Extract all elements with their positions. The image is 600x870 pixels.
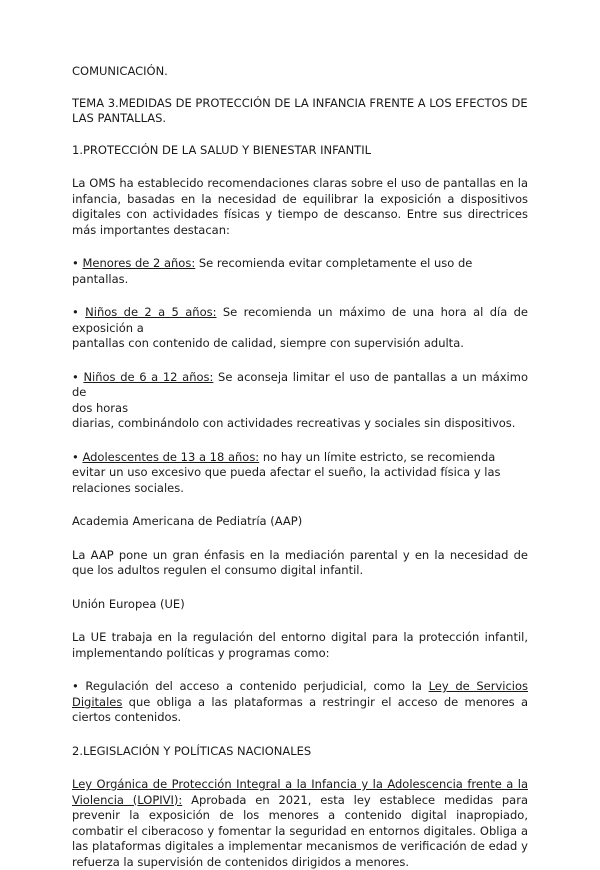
bullet-prefix: • <box>72 449 83 464</box>
ue-heading: Unión Europea (UE) <box>72 596 185 611</box>
ue-bullet-suffix: que obliga a las plataformas a restringir el acceso de menores a ciertos contenidos. <box>72 694 528 724</box>
bullet-term: Adolescentes de 13 a 18 años: <box>82 449 260 464</box>
section1-heading: 1.PROTECCIÓN DE LA SALUD Y BIENESTAR INFANTIL <box>72 142 371 157</box>
bullet-13-to-18 <box>72 450 528 497</box>
bullet-6-to-12 <box>72 370 528 432</box>
bullet-2-to-5 <box>72 305 528 352</box>
bullet-text: Se recomienda evitar completamente el uso de pantallas. <box>72 256 473 286</box>
bullet-term: Menores de 2 años: <box>82 256 196 270</box>
bullet-text: no hay un límite estricto, se recomienda evitar un uso excesivo que pueda afectar el sueño, la actividad física y las relaciones sociales. <box>72 449 501 495</box>
lopivi-paragraph <box>72 777 528 870</box>
bullet-line1 <box>72 305 528 321</box>
bullet-prefix: • <box>72 256 83 270</box>
aap-heading: Academia Americana de Pediatría (AAP) <box>72 514 303 528</box>
dsa-link[interactable]: Ley de Servicios Digitales <box>72 679 528 709</box>
bullet-text-1: Se recomienda un máximo de una hora al día de <box>216 305 528 319</box>
bullet-term: Niños de 2 a 5 años: <box>85 305 217 319</box>
oms-intro: La OMS ha establecido recomendaciones claras sobre el uso de pantallas en la infancia, basadas en la necesidad de equilibrar la exposición a dispositivos digitales con actividades físicas y tiempo de descanso. Entre sus directrices más importantes destacan: <box>72 176 528 237</box>
bullet-text-3: pantallas con contenido de calidad, siempre con supervisión adulta. <box>72 336 464 350</box>
bullet-prefix: • <box>72 305 86 319</box>
section2-heading: 2.LEGISLACIÓN Y POLÍTICAS NACIONALES <box>72 743 312 758</box>
bullet-prefix: • <box>72 369 84 384</box>
ue-bullet-prefix: • Regulación del acceso a contenido perjudicial, como la <box>72 679 429 693</box>
bullet-text-2: dos horas <box>72 400 129 415</box>
lopivi-link[interactable]: Ley Orgánica de Protección Integral a la Infancia y la Adolescencia frente a la Violencia (LOPIVI): <box>72 777 528 807</box>
bullet-term: Niños de 6 a 12 años: <box>83 369 214 384</box>
bullet-text-1: Se aconseja limitar el uso de pantallas a un máximo de <box>72 369 528 399</box>
doc-header: COMUNICACIÓN. <box>72 64 168 78</box>
bullet-under-2 <box>72 256 528 287</box>
lopivi-text: Aprobada en 2021, esta ley establece medidas para prevenir la exposición de los menores a contenido digital inapropiado, combatir el ciberacoso y fomentar la seguridad en entornos digitales. Obliga a las plataformas digitales a implementar mecanismos de verificación de edad y refuerza la supervisión de contenidos dirigidos a menores. <box>72 792 528 869</box>
bullet-text-3: diarias, combinándolo con actividades recreativas y sociales sin dispositivos. <box>72 416 516 430</box>
topic-title: TEMA 3.MEDIDAS DE PROTECCIÓN DE LA INFANCIA FRENTE A LOS EFECTOS DE LAS PANTALLAS. <box>72 95 528 125</box>
bullet-text-2: exposición a <box>72 320 144 335</box>
bullet-line1 <box>72 370 528 401</box>
ue-text: La UE trabaja en la regulación del entorno digital para la protección infantil, implementando políticas y programas como: <box>72 630 528 660</box>
document-page <box>72 64 528 870</box>
aap-text: La AAP pone un gran énfasis en la mediación parental y en la necesidad de que los adultos regulen el consumo digital infantil. <box>72 547 528 577</box>
ue-bullet <box>72 679 528 726</box>
